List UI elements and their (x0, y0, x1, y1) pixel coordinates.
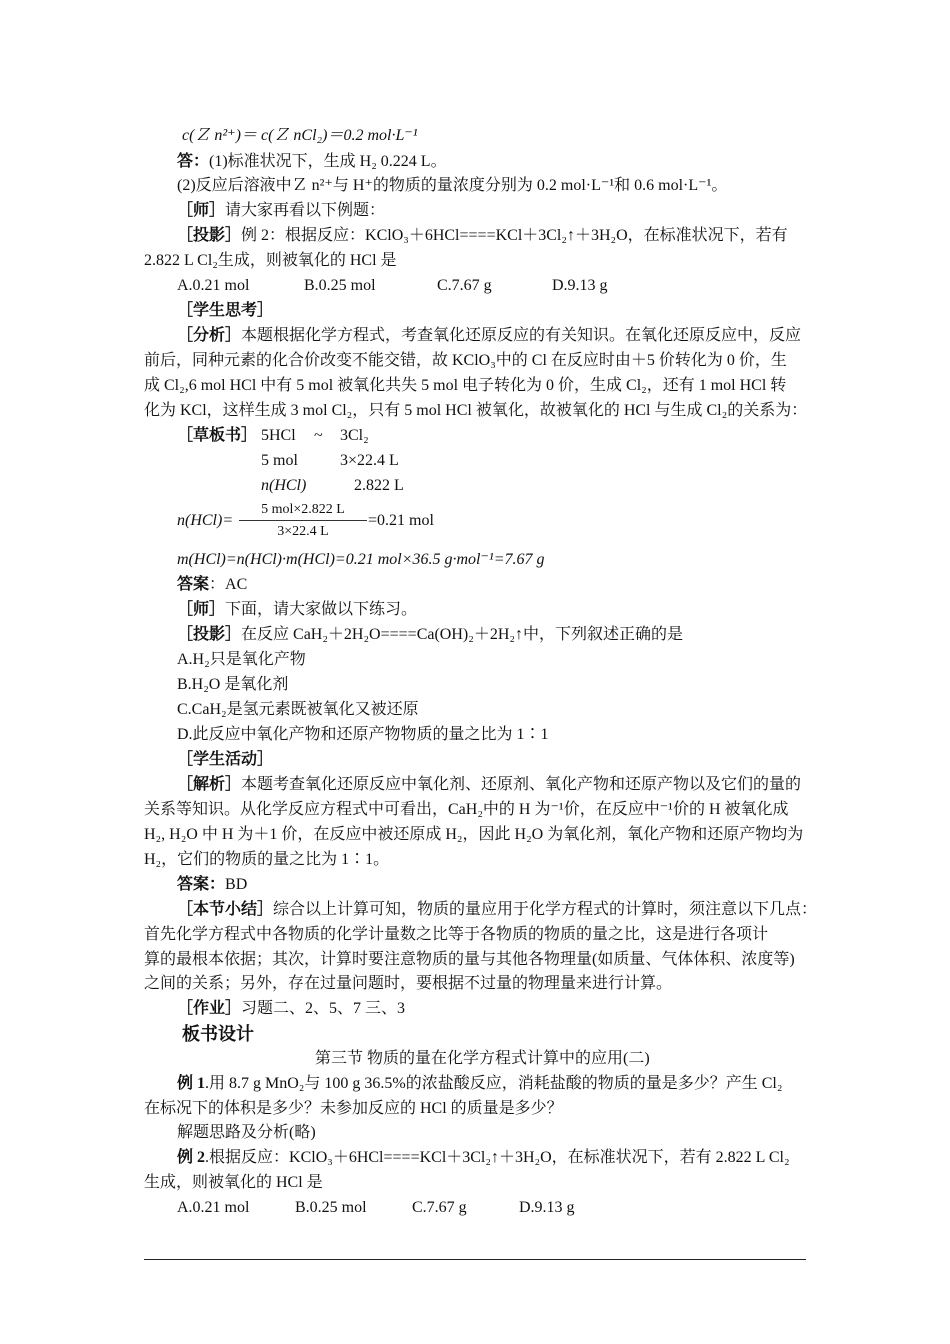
answer-line (177, 873, 247, 897)
board-title: 第三节 物质的量在化学方程式计算中的应用(二) (315, 1050, 650, 1067)
text-line: c(Ｚ n²⁺)＝ c(Ｚ nCl₂)＝0.2 mol·L⁻¹ (182, 127, 418, 144)
answer-label: 答： (177, 153, 210, 170)
projection-line (177, 623, 683, 647)
text-line: 在标况下的体积是多少？未参加反应的 HCl 的质量是多少？ (144, 1100, 563, 1117)
footer-divider (144, 1259, 806, 1260)
example-label: 例 2 (177, 1149, 206, 1166)
answer-text: (1)标准状况下，生成 H₂ 0.224 L。 (209, 153, 447, 170)
homework-line (177, 997, 405, 1021)
text-line: 关系等知识。从化学反应方程式中可看出，CaH₂中的 H 为⁻¹价，在反应中⁻¹价的 H 被氧化成 (144, 801, 789, 818)
example-label: 例 1 (177, 1075, 206, 1092)
section-text: 在反应 CaH₂＋2H₂O====Ca(OH)₂＋2H₂↑中，下列叙述正确的是 (241, 626, 683, 643)
example-line (177, 1146, 790, 1170)
section-text: 习题二、2、5、7 三、3 (241, 1000, 406, 1017)
text-line: 算的最根本依据；其次，计算时要注意物质的量与其他各物理量(如质量、气体体积、浓度等) (144, 951, 795, 968)
option-b: B.0.25 mol (295, 1199, 367, 1216)
text-line: 化为 KCl，这样生成 3 mol Cl₂，只有 5 mol HCl 被氧化，故被氧化的 HCl 与生成 Cl₂的关系为： (144, 402, 808, 419)
section-text: 本题考查氧化还原反应中氧化剂、还原剂、氧化产物和还原产物以及它们的量的 (241, 776, 802, 793)
text-line: 2.822 L Cl₂生成，则被氧化的 HCl 是 (144, 252, 397, 269)
section-text: 本题根据化学方程式，考查氧化还原反应的有关知识。在氧化还原反应中，反应 (241, 327, 802, 344)
section-label: ［解析］ (177, 776, 242, 793)
text-line: H₂, H₂O 中 H 为＋1 价，在反应中被还原成 H₂，因此 H₂O 为氧化剂，氧化产物和还原产物均为 (144, 826, 804, 843)
analysis-line (177, 324, 801, 348)
text-line: m(HCl)=n(HCl)·m(HCl)=0.21 mol×36.5 g·mol⁻¹=7.67 g (177, 551, 545, 568)
option-d: D.9.13 g (519, 1199, 575, 1216)
section-text: 例 2：根据反应：KClO₃＋6HCl====KCl＋3Cl₂↑＋3H₂O，在标准状况下，若有 (241, 227, 788, 244)
section-text: 请大家再看以下例题： (225, 202, 386, 219)
answer-line (177, 573, 247, 597)
equation-term: ~ (314, 427, 323, 444)
answer-line (177, 150, 447, 174)
equation-lhs: n(HCl)= (177, 512, 234, 529)
board-design-heading: 板书设计 (182, 1024, 254, 1044)
equation-rhs: =0.21 mol (368, 512, 434, 529)
fraction-numerator: 5 mol×2.822 L (239, 500, 367, 521)
section-label: ［学生思考］ (177, 302, 274, 319)
section-label: ［草板书］ (177, 427, 258, 444)
fraction-denominator: 3×22.4 L (277, 524, 329, 539)
example-text: .用 8.7 g MnO₂与 100 g 36.5%的浓盐酸反应，消耗盐酸的物质的量是多少？产生 Cl₂ (205, 1075, 783, 1092)
option-b: B.0.25 mol (304, 277, 376, 294)
section-text: 下面，请大家做以下练习。 (225, 601, 418, 618)
option-c: C.7.67 g (412, 1199, 467, 1216)
section-text: 综合以上计算可知，物质的量应用于化学方程式的计算时，须注意以下几点： (273, 901, 818, 918)
equation-term: 5HCl (261, 427, 296, 444)
option-a: A.0.21 mol (177, 277, 250, 294)
option-a: A.0.21 mol (177, 1199, 250, 1216)
text-line: 首先化学方程式中各物质的化学计量数之比等于各物质的物质的量之比，这是进行各项计 (144, 926, 769, 943)
equation-term: 2.822 L (354, 477, 404, 494)
option-c: C.7.67 g (437, 277, 492, 294)
option-b: B.H₂O 是氧化剂 (177, 676, 289, 693)
answer-label: 答案： (177, 876, 226, 893)
section-label: ［投影］ (177, 227, 242, 244)
example-text: .根据反应：KClO₃＋6HCl====KCl＋3Cl₂↑＋3H₂O，在标准状况下，若有 2.822 L Cl₂ (205, 1149, 790, 1166)
option-d: D.此反应中氧化产物和还原产物物质的量之比为 1∶1 (177, 726, 549, 743)
projection-line (177, 224, 788, 248)
option-c: C.CaH₂是氢元素既被氧化又被还原 (177, 701, 419, 718)
fraction (239, 500, 367, 543)
section-label: ［学生活动］ (177, 751, 274, 768)
answer-label: 答案 (177, 576, 210, 593)
example-line (177, 1072, 782, 1096)
equation-term: 3Cl₂ (340, 427, 369, 444)
text-line: 之间的关系；另外，存在过量问题时，要根据不过量的物理量来进行计算。 (144, 975, 673, 992)
section-label: ［本节小结］ (177, 901, 274, 918)
section-label: ［投影］ (177, 626, 242, 643)
text-line: 生成，则被氧化的 HCl 是 (144, 1174, 323, 1191)
section-label: ［师］ (177, 601, 226, 618)
text-line: 解题思路及分析(略) (177, 1124, 316, 1141)
text-line: 前后，同种元素的化合价改变不能交错，故 KClO₃中的 Cl 在反应时由＋5 价转化为 0 价，生 (144, 352, 787, 369)
section-label: ［师］ (177, 202, 226, 219)
teacher-line (177, 199, 385, 223)
answer-text: ：AC (209, 576, 248, 593)
equation-term: n(HCl) (261, 477, 307, 494)
text-line: H₂，它们的物质的量之比为 1∶1。 (144, 851, 390, 868)
summary-line (177, 898, 817, 922)
explanation-line (177, 773, 801, 797)
equation-term: 3×22.4 L (340, 452, 399, 469)
option-a: A.H₂只是氧化产物 (177, 651, 306, 668)
equation-term: 5 mol (261, 452, 298, 469)
teacher-line (177, 598, 417, 622)
answer-text: BD (225, 876, 248, 893)
section-label: ［分析］ (177, 327, 242, 344)
section-label: ［作业］ (177, 1000, 242, 1017)
text-line: (2)反应后溶液中Ｚ n²⁺与 H⁺的物质的量浓度分别为 0.2 mol·L⁻¹和 0.6 mol·L⁻¹。 (177, 177, 728, 194)
option-d: D.9.13 g (552, 277, 608, 294)
text-line: 成 Cl₂,6 mol HCl 中有 5 mol 被氧化共失 5 mol 电子转化为 0 价，生成 Cl₂，还有 1 mol HCl 转 (144, 377, 787, 394)
